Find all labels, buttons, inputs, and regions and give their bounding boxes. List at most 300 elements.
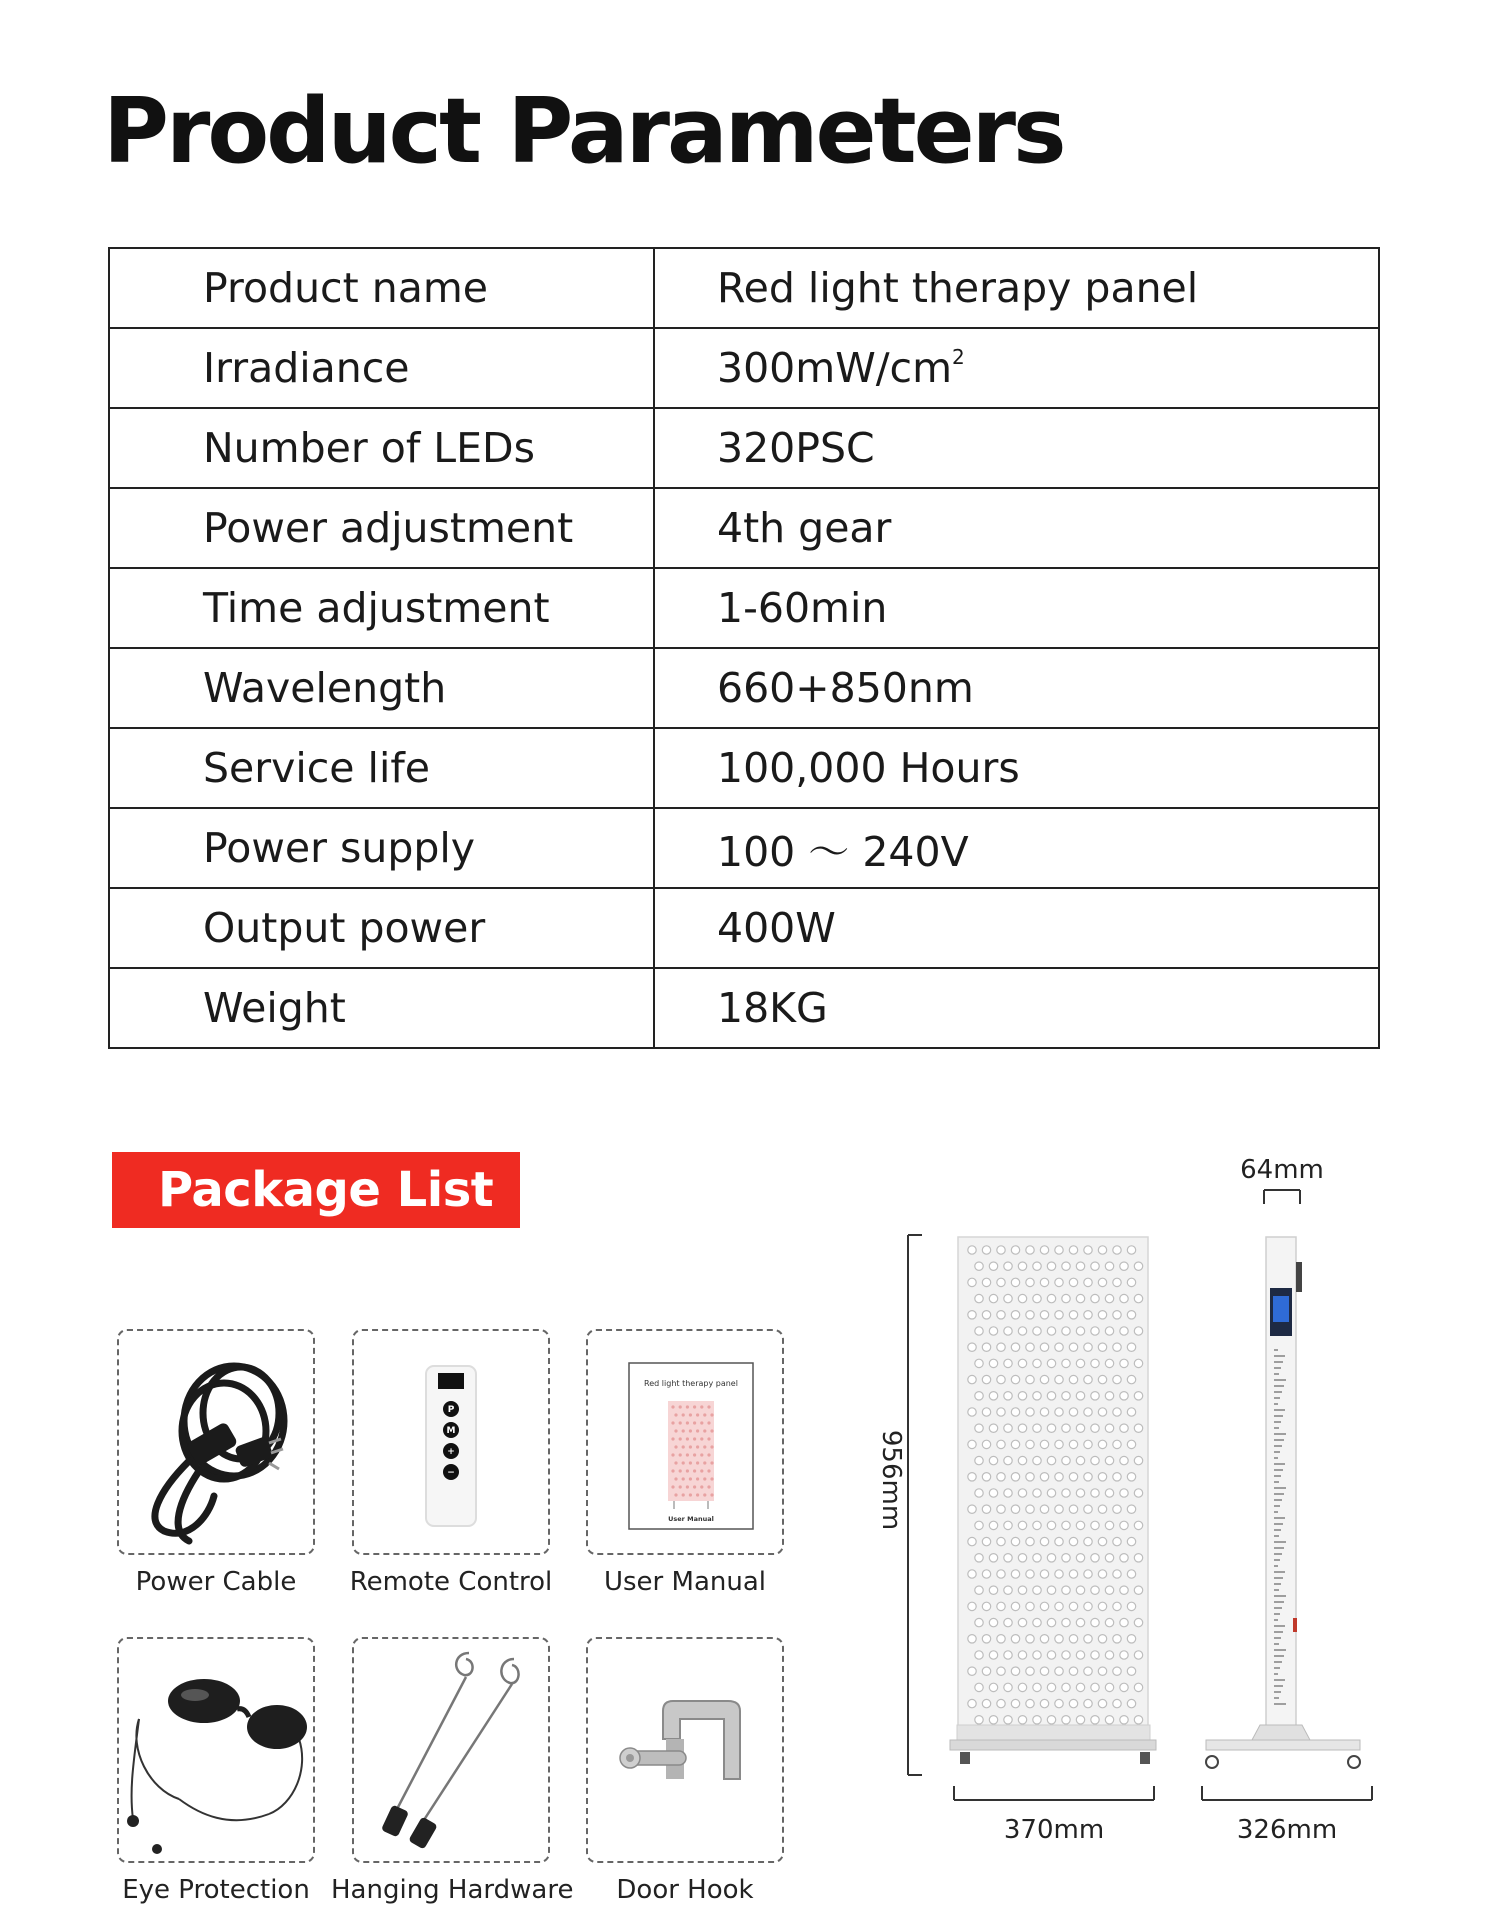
led-dot bbox=[1018, 1716, 1026, 1724]
led-dot bbox=[982, 1278, 990, 1286]
led-dot bbox=[968, 1375, 976, 1383]
led-dot bbox=[1018, 1424, 1026, 1432]
package-item-label: Eye Protection bbox=[122, 1875, 310, 1905]
led-dot bbox=[1134, 1586, 1142, 1594]
led-dot bbox=[1018, 1651, 1026, 1659]
led-dot bbox=[1055, 1278, 1063, 1286]
led-dot bbox=[1011, 1667, 1019, 1675]
led-dot bbox=[1040, 1667, 1048, 1675]
led-dot bbox=[1047, 1683, 1055, 1691]
led-dot bbox=[968, 1473, 976, 1481]
led-dot bbox=[1040, 1246, 1048, 1254]
page-title: Product Parameters bbox=[103, 79, 1064, 184]
led-dot bbox=[1026, 1473, 1034, 1481]
parameter-value bbox=[654, 888, 1379, 968]
manual-led-dot bbox=[674, 1493, 677, 1496]
led-dot bbox=[997, 1311, 1005, 1319]
led-dot bbox=[1047, 1586, 1055, 1594]
led-dot bbox=[1091, 1424, 1099, 1432]
led-dot bbox=[1062, 1521, 1070, 1529]
parameter-value-text: 100,000 Hours bbox=[717, 744, 1020, 792]
led-dot bbox=[1011, 1311, 1019, 1319]
led-dot bbox=[1120, 1424, 1128, 1432]
parameter-row bbox=[109, 328, 1379, 408]
led-dot bbox=[1062, 1683, 1070, 1691]
led-dot bbox=[1127, 1375, 1135, 1383]
led-dot bbox=[1004, 1294, 1012, 1302]
manual-led-dot bbox=[693, 1405, 696, 1408]
parameter-row bbox=[109, 248, 1379, 328]
package-item-user-manual bbox=[586, 1329, 784, 1597]
led-dot bbox=[1040, 1699, 1048, 1707]
parameter-value bbox=[654, 328, 1379, 408]
led-dot bbox=[1098, 1375, 1106, 1383]
front-panel-illustration bbox=[950, 1237, 1156, 1764]
led-dot bbox=[1076, 1424, 1084, 1432]
led-dot bbox=[1026, 1635, 1034, 1643]
led-dot bbox=[1084, 1311, 1092, 1319]
led-dot bbox=[1076, 1489, 1084, 1497]
led-dot bbox=[989, 1327, 997, 1335]
led-dot bbox=[1055, 1570, 1063, 1578]
led-dot bbox=[1134, 1489, 1142, 1497]
package-item-power-cable bbox=[117, 1329, 315, 1597]
led-dot bbox=[982, 1343, 990, 1351]
parameter-row bbox=[109, 568, 1379, 648]
led-dot bbox=[968, 1635, 976, 1643]
led-dot bbox=[1047, 1456, 1055, 1464]
led-dot bbox=[1084, 1537, 1092, 1545]
manual-led-dot bbox=[671, 1421, 674, 1424]
led-dot bbox=[989, 1521, 997, 1529]
led-dot bbox=[1033, 1683, 1041, 1691]
led-dot bbox=[975, 1456, 983, 1464]
led-dot bbox=[1004, 1618, 1012, 1626]
led-dot bbox=[989, 1456, 997, 1464]
led-dot bbox=[1033, 1424, 1041, 1432]
led-dot bbox=[1069, 1278, 1077, 1286]
led-dot bbox=[989, 1554, 997, 1562]
package-item-door-hook bbox=[586, 1637, 784, 1905]
manual-led-dot bbox=[674, 1429, 677, 1432]
led-dot bbox=[1040, 1278, 1048, 1286]
led-dot bbox=[1113, 1278, 1121, 1286]
led-dot bbox=[975, 1651, 983, 1659]
package-item-label: Hanging Hardware bbox=[331, 1875, 574, 1905]
led-dot bbox=[1076, 1359, 1084, 1367]
led-dot bbox=[982, 1246, 990, 1254]
parameter-value-text: 18KG bbox=[717, 984, 828, 1032]
led-dot bbox=[989, 1586, 997, 1594]
led-dot bbox=[1026, 1343, 1034, 1351]
manual-led-dot bbox=[686, 1405, 689, 1408]
parameter-label: Irradiance bbox=[109, 328, 654, 408]
led-dot bbox=[1113, 1505, 1121, 1513]
led-dot bbox=[1105, 1489, 1113, 1497]
manual-led-dot bbox=[707, 1453, 710, 1456]
led-dot bbox=[1040, 1602, 1048, 1610]
led-dot bbox=[1127, 1537, 1135, 1545]
led-dot bbox=[1055, 1343, 1063, 1351]
led-dot bbox=[1040, 1570, 1048, 1578]
led-dot bbox=[1105, 1521, 1113, 1529]
led-dot bbox=[1055, 1408, 1063, 1416]
led-dot bbox=[1134, 1424, 1142, 1432]
parameter-value-text: 300mW/cm bbox=[717, 344, 953, 392]
package-item-label: Door Hook bbox=[616, 1875, 754, 1905]
led-dot bbox=[1076, 1683, 1084, 1691]
manual-led-dot bbox=[700, 1437, 703, 1440]
led-dot bbox=[1105, 1683, 1113, 1691]
package-item-remote-control bbox=[349, 1329, 553, 1597]
manual-led-dot bbox=[671, 1469, 674, 1472]
manual-led-dot bbox=[696, 1493, 699, 1496]
led-dot bbox=[1098, 1343, 1106, 1351]
led-dot bbox=[1120, 1716, 1128, 1724]
led-dot bbox=[1113, 1473, 1121, 1481]
led-dot bbox=[1098, 1635, 1106, 1643]
led-dot bbox=[1055, 1246, 1063, 1254]
led-dot bbox=[1091, 1392, 1099, 1400]
package-item-label: User Manual bbox=[603, 1567, 766, 1597]
led-dot bbox=[1091, 1554, 1099, 1562]
led-dot bbox=[1069, 1375, 1077, 1383]
led-dot bbox=[1062, 1554, 1070, 1562]
led-dot bbox=[1084, 1667, 1092, 1675]
led-dot bbox=[1098, 1699, 1106, 1707]
package-item-eye-protection bbox=[117, 1637, 315, 1905]
led-dot bbox=[1004, 1554, 1012, 1562]
led-dot bbox=[982, 1635, 990, 1643]
parameter-label: Time adjustment bbox=[109, 568, 654, 648]
manual-led-dot bbox=[689, 1413, 692, 1416]
parameter-value-superscript: 2 bbox=[952, 345, 965, 369]
led-dot bbox=[1062, 1359, 1070, 1367]
led-dot bbox=[1084, 1473, 1092, 1481]
led-dot bbox=[1026, 1408, 1034, 1416]
led-dot bbox=[1134, 1456, 1142, 1464]
remote-button-p: P bbox=[447, 1405, 455, 1415]
led-dot bbox=[1040, 1375, 1048, 1383]
led-dot bbox=[1062, 1392, 1070, 1400]
led-dot bbox=[982, 1602, 990, 1610]
parameter-row bbox=[109, 648, 1379, 728]
parameter-row bbox=[109, 968, 1379, 1048]
parameter-value-text: 660+850nm bbox=[717, 664, 974, 712]
led-dot bbox=[1018, 1521, 1026, 1529]
led-dot bbox=[982, 1570, 990, 1578]
led-dot bbox=[1055, 1505, 1063, 1513]
led-dot bbox=[1084, 1278, 1092, 1286]
led-dot bbox=[968, 1343, 976, 1351]
led-dot bbox=[1040, 1408, 1048, 1416]
led-dot bbox=[1018, 1392, 1026, 1400]
led-dot bbox=[1069, 1602, 1077, 1610]
led-dot bbox=[1069, 1473, 1077, 1481]
led-dot bbox=[1134, 1521, 1142, 1529]
led-dot bbox=[1105, 1327, 1113, 1335]
led-dot bbox=[1004, 1424, 1012, 1432]
led-dot bbox=[1091, 1618, 1099, 1626]
manual-led-dot bbox=[696, 1477, 699, 1480]
led-dot bbox=[1076, 1262, 1084, 1270]
led-dot bbox=[1026, 1699, 1034, 1707]
led-dot bbox=[1026, 1667, 1034, 1675]
led-dot bbox=[1076, 1651, 1084, 1659]
led-dot bbox=[1076, 1554, 1084, 1562]
led-dot bbox=[997, 1667, 1005, 1675]
led-dot bbox=[1011, 1278, 1019, 1286]
led-dot bbox=[982, 1505, 990, 1513]
led-dot bbox=[1091, 1716, 1099, 1724]
led-dot bbox=[1098, 1311, 1106, 1319]
led-dot bbox=[1113, 1343, 1121, 1351]
led-dot bbox=[1018, 1359, 1026, 1367]
led-dot bbox=[1127, 1699, 1135, 1707]
led-dot bbox=[1004, 1489, 1012, 1497]
manual-led-dot bbox=[703, 1461, 706, 1464]
remote-button-m: M bbox=[446, 1426, 456, 1436]
led-dot bbox=[1069, 1505, 1077, 1513]
led-dot bbox=[1026, 1375, 1034, 1383]
led-dot bbox=[975, 1327, 983, 1335]
led-dot bbox=[997, 1699, 1005, 1707]
led-dot bbox=[1018, 1489, 1026, 1497]
led-dot bbox=[975, 1294, 983, 1302]
led-dot bbox=[1084, 1343, 1092, 1351]
led-dot bbox=[1069, 1570, 1077, 1578]
parameter-value bbox=[654, 568, 1379, 648]
led-dot bbox=[1011, 1602, 1019, 1610]
manual-led-dot bbox=[682, 1445, 685, 1448]
led-dot bbox=[1047, 1651, 1055, 1659]
led-dot bbox=[1004, 1521, 1012, 1529]
led-dot bbox=[982, 1667, 990, 1675]
led-dot bbox=[1026, 1602, 1034, 1610]
led-dot bbox=[1069, 1343, 1077, 1351]
parameter-label: Weight bbox=[109, 968, 654, 1048]
led-dot bbox=[1033, 1262, 1041, 1270]
led-dot bbox=[975, 1392, 983, 1400]
led-dot bbox=[1026, 1537, 1034, 1545]
led-dot bbox=[1062, 1424, 1070, 1432]
parameter-value-text: 4th gear bbox=[717, 504, 892, 552]
led-dot bbox=[1033, 1586, 1041, 1594]
manual-led-dot bbox=[674, 1461, 677, 1464]
manual-led-dot bbox=[700, 1485, 703, 1488]
parameter-value-text: 100 ～ 240V bbox=[717, 827, 969, 876]
led-dot bbox=[1062, 1716, 1070, 1724]
power-cable-icon bbox=[119, 1331, 313, 1553]
led-dot bbox=[1069, 1408, 1077, 1416]
led-dot bbox=[1069, 1246, 1077, 1254]
led-dot bbox=[1040, 1505, 1048, 1513]
led-dot bbox=[1047, 1618, 1055, 1626]
parameters-table bbox=[108, 247, 1380, 1049]
led-dot bbox=[1113, 1537, 1121, 1545]
led-dot bbox=[989, 1262, 997, 1270]
led-dot bbox=[1076, 1392, 1084, 1400]
parameter-label: Service life bbox=[109, 728, 654, 808]
parameter-label: Wavelength bbox=[109, 648, 654, 728]
led-dot bbox=[997, 1473, 1005, 1481]
led-dot bbox=[1127, 1602, 1135, 1610]
led-dot bbox=[1134, 1554, 1142, 1562]
led-dot bbox=[1098, 1505, 1106, 1513]
led-dot bbox=[1062, 1586, 1070, 1594]
manual-led-dot bbox=[710, 1429, 713, 1432]
manual-led-dot bbox=[682, 1429, 685, 1432]
led-dot bbox=[1011, 1570, 1019, 1578]
parameter-value-text: Red light therapy panel bbox=[717, 264, 1199, 312]
led-dot bbox=[1134, 1392, 1142, 1400]
hanging-hardware-icon bbox=[354, 1639, 548, 1861]
led-dot bbox=[1127, 1635, 1135, 1643]
led-dot bbox=[997, 1440, 1005, 1448]
led-dot bbox=[1040, 1311, 1048, 1319]
led-dot bbox=[1105, 1262, 1113, 1270]
led-dot bbox=[1040, 1440, 1048, 1448]
led-dot bbox=[1120, 1554, 1128, 1562]
led-dot bbox=[1120, 1683, 1128, 1691]
manual-led-dot bbox=[682, 1477, 685, 1480]
led-dot bbox=[1098, 1440, 1106, 1448]
led-dot bbox=[1011, 1473, 1019, 1481]
led-dot bbox=[997, 1537, 1005, 1545]
led-dot bbox=[1069, 1635, 1077, 1643]
led-dot bbox=[1113, 1699, 1121, 1707]
led-dot bbox=[1084, 1408, 1092, 1416]
dimension-diagram bbox=[860, 1150, 1500, 1870]
led-dot bbox=[1084, 1505, 1092, 1513]
led-dot bbox=[1069, 1537, 1077, 1545]
led-dot bbox=[1120, 1294, 1128, 1302]
thickness-dimension: 64mm bbox=[1240, 1155, 1324, 1185]
led-dot bbox=[1134, 1359, 1142, 1367]
led-dot bbox=[1091, 1262, 1099, 1270]
parameter-value-text: 1-60min bbox=[717, 584, 888, 632]
led-dot bbox=[1127, 1667, 1135, 1675]
led-dot bbox=[1098, 1570, 1106, 1578]
led-dot bbox=[1127, 1246, 1135, 1254]
led-dot bbox=[1040, 1473, 1048, 1481]
led-dot bbox=[1098, 1278, 1106, 1286]
manual-led-dot bbox=[707, 1405, 710, 1408]
manual-led-dot bbox=[689, 1493, 692, 1496]
led-dot bbox=[968, 1699, 976, 1707]
led-dot bbox=[1026, 1246, 1034, 1254]
manual-led-dot bbox=[674, 1413, 677, 1416]
led-dot bbox=[1062, 1327, 1070, 1335]
led-dot bbox=[1091, 1456, 1099, 1464]
led-dot bbox=[1033, 1716, 1041, 1724]
parameter-row bbox=[109, 488, 1379, 568]
led-dot bbox=[1105, 1424, 1113, 1432]
led-dot bbox=[1084, 1570, 1092, 1578]
user-manual-icon bbox=[588, 1331, 782, 1553]
led-dot bbox=[1047, 1489, 1055, 1497]
led-dot bbox=[1047, 1294, 1055, 1302]
led-dot bbox=[1018, 1618, 1026, 1626]
manual-led-dot bbox=[707, 1421, 710, 1424]
led-dot bbox=[1004, 1262, 1012, 1270]
manual-led-dot bbox=[686, 1469, 689, 1472]
led-dot bbox=[1120, 1651, 1128, 1659]
led-dot bbox=[1134, 1651, 1142, 1659]
parameter-value bbox=[654, 808, 1379, 888]
parameter-value bbox=[654, 248, 1379, 328]
led-dot bbox=[997, 1375, 1005, 1383]
led-dot bbox=[1069, 1667, 1077, 1675]
led-dot bbox=[1055, 1375, 1063, 1383]
manual-led-dot bbox=[703, 1429, 706, 1432]
led-dot bbox=[1127, 1278, 1135, 1286]
led-dot bbox=[1033, 1456, 1041, 1464]
led-dot bbox=[982, 1408, 990, 1416]
led-dot bbox=[1026, 1570, 1034, 1578]
led-dot bbox=[1091, 1586, 1099, 1594]
manual-led-dot bbox=[682, 1413, 685, 1416]
manual-led-dot bbox=[710, 1445, 713, 1448]
led-dot bbox=[975, 1489, 983, 1497]
parameter-label: Output power bbox=[109, 888, 654, 968]
led-dot bbox=[982, 1537, 990, 1545]
led-dot bbox=[968, 1537, 976, 1545]
manual-led-dot bbox=[696, 1413, 699, 1416]
manual-led-dot bbox=[671, 1405, 674, 1408]
led-dot bbox=[1055, 1537, 1063, 1545]
led-dot bbox=[1040, 1635, 1048, 1643]
led-dot bbox=[1084, 1440, 1092, 1448]
led-dot bbox=[982, 1311, 990, 1319]
led-dot bbox=[1047, 1424, 1055, 1432]
led-dot bbox=[1033, 1521, 1041, 1529]
led-dot bbox=[1105, 1618, 1113, 1626]
led-dot bbox=[968, 1278, 976, 1286]
led-dot bbox=[968, 1602, 976, 1610]
led-dot bbox=[1098, 1408, 1106, 1416]
led-dot bbox=[1026, 1311, 1034, 1319]
led-dot bbox=[1120, 1586, 1128, 1594]
led-dot bbox=[975, 1262, 983, 1270]
package-list-heading: Package List bbox=[112, 1152, 520, 1228]
manual-led-dot bbox=[693, 1453, 696, 1456]
led-dot bbox=[1098, 1537, 1106, 1545]
led-dot bbox=[997, 1635, 1005, 1643]
led-dot bbox=[1011, 1537, 1019, 1545]
led-dot bbox=[1098, 1246, 1106, 1254]
led-dot bbox=[1113, 1246, 1121, 1254]
led-dot bbox=[1062, 1456, 1070, 1464]
led-dot bbox=[1033, 1489, 1041, 1497]
led-dot bbox=[997, 1602, 1005, 1610]
manual-cover-title: Red light therapy panel bbox=[644, 1379, 738, 1388]
led-dot bbox=[1076, 1618, 1084, 1626]
led-dot bbox=[1134, 1294, 1142, 1302]
led-dot bbox=[1098, 1473, 1106, 1481]
led-dot bbox=[1105, 1359, 1113, 1367]
led-dot bbox=[1127, 1440, 1135, 1448]
led-dot bbox=[982, 1375, 990, 1383]
led-dot bbox=[1091, 1327, 1099, 1335]
led-dot bbox=[1105, 1456, 1113, 1464]
led-dot bbox=[1047, 1716, 1055, 1724]
manual-led-dot bbox=[686, 1453, 689, 1456]
led-dot bbox=[968, 1505, 976, 1513]
manual-led-dot bbox=[686, 1485, 689, 1488]
led-dot bbox=[1113, 1635, 1121, 1643]
led-dot bbox=[1011, 1505, 1019, 1513]
